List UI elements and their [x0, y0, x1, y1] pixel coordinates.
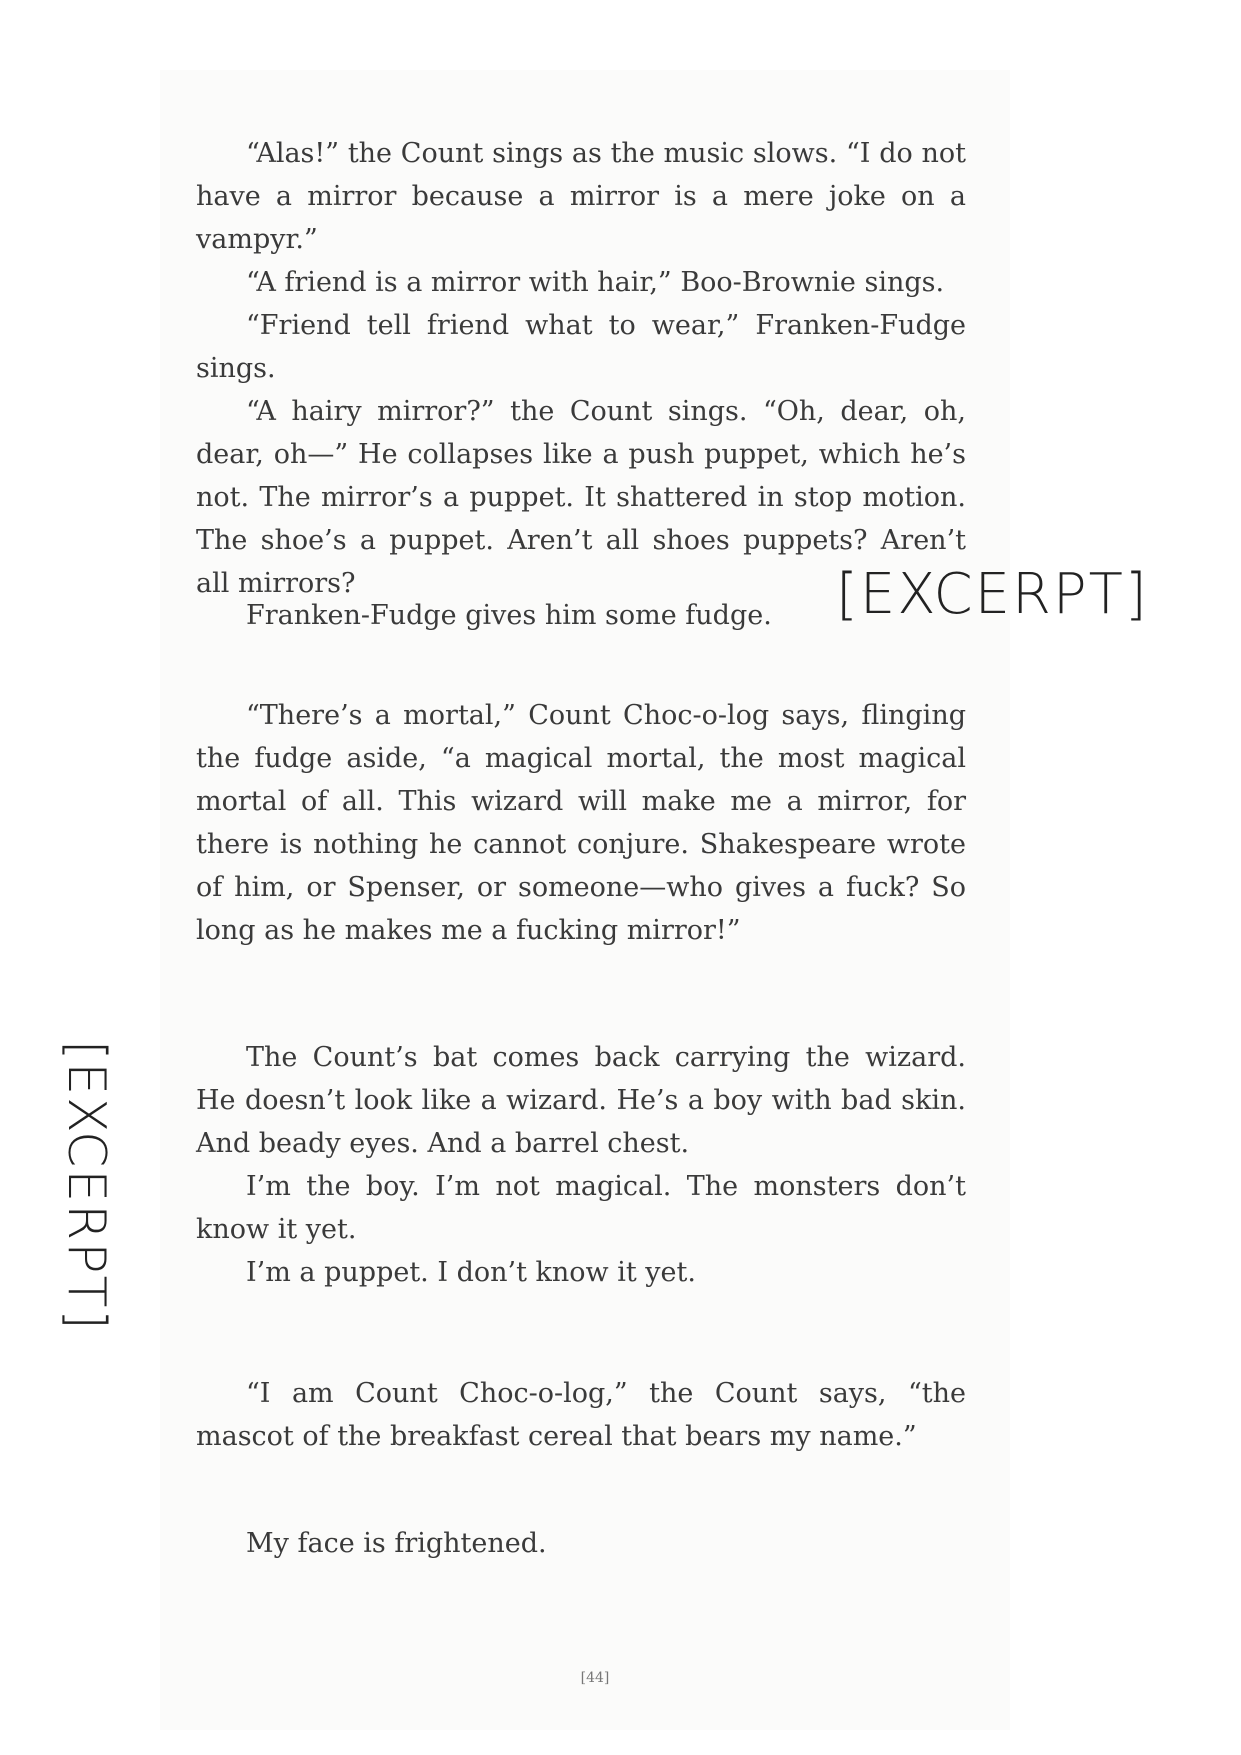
- paragraph: “Alas!” the Count sings as the music slows. “I do not have a mirror because a mirror is a mere joke on a vampyr.”: [196, 138, 966, 255]
- excerpt-stamp-vertical: [EXCERPT]: [56, 1040, 116, 1332]
- paragraph: “I am Count Choc-o-log,” the Count says, “the mascot of the breakfast cereal that bears my name.”: [196, 1378, 966, 1452]
- paragraph: I’m the boy. I’m not magical. The monsters don’t know it yet.: [196, 1171, 966, 1245]
- paragraph: I’m a puppet. I don’t know it yet.: [246, 1257, 696, 1288]
- paragraph: The Count’s bat comes back carrying the wizard. He doesn’t look like a wizard. He’s a boy with bad skin. And beady eyes. And a barrel chest.: [196, 1042, 966, 1159]
- paragraph: My face is frightened.: [246, 1528, 547, 1559]
- text-block-5: [196, 1372, 966, 1458]
- text-block-3: [196, 694, 966, 952]
- text-block-6: [196, 1522, 966, 1565]
- paragraph: “There’s a mortal,” Count Choc-o-log says, flinging the fudge aside, “a magical mortal, the most magical mortal of all. This wizard will make me a mirror, for there is nothing he cannot conjure. Shakespeare wrote of him, or Spenser, or someone—who gives a fuck? So long as he makes me a fucking mirror!”: [196, 700, 966, 946]
- paragraph: “A friend is a mirror with hair,” Boo-Brownie sings.: [246, 267, 945, 298]
- text-block-1: [196, 132, 966, 605]
- paragraph: Franken-Fudge gives him some fudge.: [246, 600, 772, 631]
- paragraph: “Friend tell friend what to wear,” Franken-Fudge sings.: [196, 310, 966, 384]
- paragraph: “A hairy mirror?” the Count sings. “Oh, dear, oh, dear, oh—” He collapses like a push puppet, which he’s not. The mirror’s a puppet. It shattered in stop motion. The shoe’s a puppet. Aren’t all shoes puppets? Aren’t all mirrors?: [196, 396, 966, 599]
- excerpt-stamp-horizontal: [EXCERPT]: [836, 562, 1149, 627]
- text-block-4: [196, 1036, 966, 1294]
- page-number: [44]: [580, 1670, 610, 1686]
